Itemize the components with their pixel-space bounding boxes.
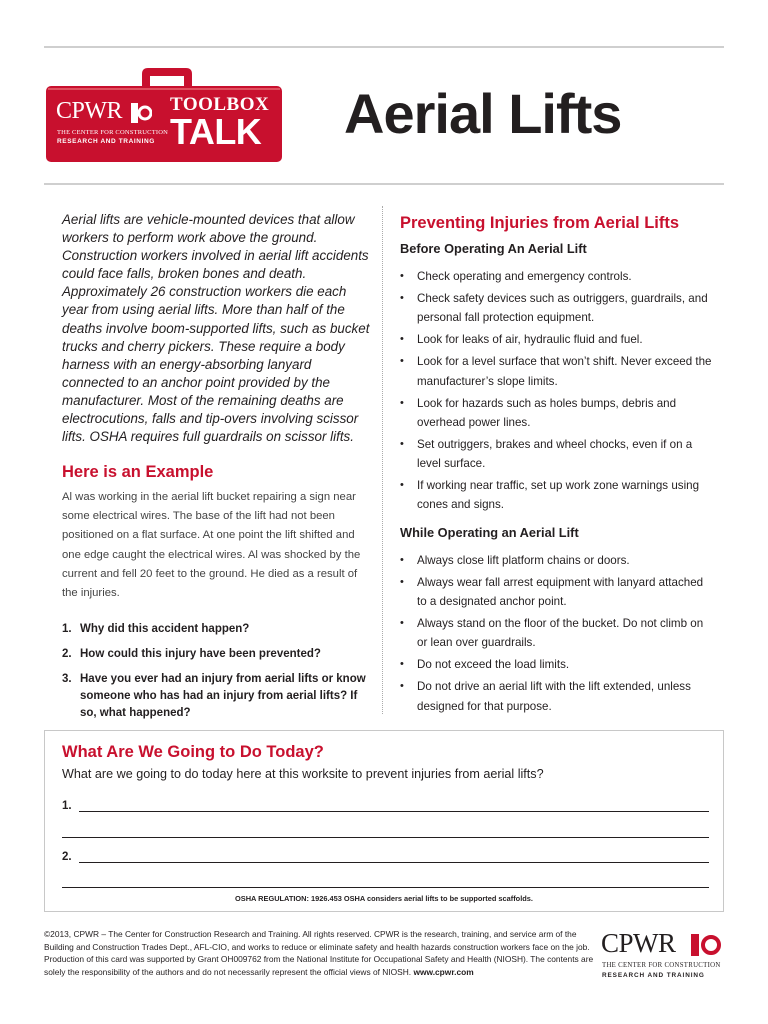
- bullet-icon: •: [400, 355, 404, 368]
- column-divider: [382, 206, 383, 714]
- question-item: 1. Why did this accident happen?: [62, 622, 250, 635]
- list-item: • Always stand on the floor of the bucket. Do not climb on or lean over guardrails.: [400, 614, 712, 653]
- toolbox-talk-logo: [46, 66, 282, 162]
- bullet-icon: •: [400, 680, 404, 693]
- header-rule: [44, 183, 724, 185]
- example-heading: Here is an Example: [62, 463, 214, 482]
- answer-label-1: 1.: [62, 800, 72, 812]
- logo-toolbox-word: TOOLBOX: [170, 94, 270, 115]
- logo-subtitle-2: RESEARCH AND TRAINING: [57, 138, 155, 145]
- list-item: • Check safety devices such as outriggers, guardrails, and personal fall protection equipment.: [400, 289, 712, 328]
- bullet-icon: •: [400, 616, 404, 629]
- answer-label-2: 2.: [62, 851, 72, 863]
- list-item: • Always close lift platform chains or doors.: [400, 551, 712, 570]
- list-item: • Set outriggers, brakes and wheel chocks, even if on a level surface.: [400, 435, 712, 474]
- left-column: [62, 211, 374, 730]
- osha-regulation-note: OSHA REGULATION: 1926.453 OSHA considers aerial lifts to be supported scaffolds.: [235, 894, 533, 903]
- while-heading: While Operating an Aerial Lift: [400, 524, 579, 540]
- list-item: • Look for hazards such as holes bumps, debris and overhead power lines.: [400, 394, 712, 433]
- bullet-icon: •: [400, 658, 404, 671]
- answer-line-2b[interactable]: [62, 887, 709, 888]
- logo-brand: CPWR: [56, 98, 123, 124]
- answer-line-1[interactable]: [79, 811, 709, 812]
- list-item: • Look for a level surface that won’t shift. Never exceed the manufacturer’s slope limits.: [400, 352, 712, 391]
- answer-line-1b[interactable]: [62, 837, 709, 838]
- list-item: • If working near traffic, set up work zone warnings using cones and signs.: [400, 476, 712, 515]
- discussion-questions: [62, 621, 374, 722]
- bullet-icon: •: [400, 333, 404, 346]
- question-item: 3. Have you ever had an injury from aerial lifts or know someone who has had an injury from aerial lifts? If so, what happened?: [62, 672, 366, 719]
- before-heading: Before Operating An Aerial Lift: [400, 241, 587, 256]
- list-item: • Always wear fall arrest equipment with lanyard attached to a designated anchor point.: [400, 573, 712, 612]
- footer-logo-subtitle-2: RESEARCH AND TRAINING: [602, 972, 705, 979]
- today-box: [44, 730, 724, 912]
- while-list: [400, 551, 712, 716]
- top-rule: [44, 46, 724, 48]
- intro-paragraph: Aerial lifts are vehicle-mounted devices that allow workers to perform work above the ground. Construction workers involved in aerial lift accidents could face falls, broken bones and death. Approximately 26 construction workers die each year from using aerial lifts. More than half of the deaths involve boom-supported lifts, such as bucket trucks and cherry pickers. These require a body harness with an energy-absorbing lanyard connected to an anchor point provided by the manufacturer. Most of the remaining deaths are electrocutions, falls and tip-overs involving scissor lifts. OSHA requires full guardrails on scissor lifts.: [62, 212, 370, 445]
- bullet-icon: •: [400, 270, 404, 282]
- today-heading: What Are We Going to Do Today?: [62, 743, 324, 761]
- answer-line-2[interactable]: [79, 862, 709, 863]
- list-item: • Do not drive an aerial lift with the lift extended, unless designed for that purpose.: [400, 677, 712, 716]
- bullet-icon: •: [400, 291, 404, 304]
- example-paragraph: Al was working in the aerial lift bucket repairing a sign near some electrical wires. The base of the lift had not been positioned on a flat surface. At one point the lift shifted and one edge caught the electrical wires. Al was shocked by the current and fell 20 feet to the ground. He died as a result of the injuries.: [62, 491, 361, 599]
- footer-url[interactable]: www.cpwr.com: [413, 966, 474, 977]
- bullet-icon: •: [400, 479, 404, 492]
- bullet-icon: •: [400, 553, 404, 566]
- bullet-icon: •: [400, 575, 404, 588]
- today-question: What are we going to do today here at this worksite to prevent injuries from aerial lifts?: [62, 767, 544, 781]
- logo-subtitle-1: THE CENTER FOR CONSTRUCTION: [57, 129, 169, 136]
- logo-mark-icon: [130, 102, 152, 124]
- footer-copyright: ©2013, CPWR – The Center for Construction Research and Training. All rights reserved. CPWR is the research, training, and service arm of the Building and Construction Trades Dept., AFL-CIO, and works to reduce or eliminate safety and health hazards construction workers face on the job. Production of this card was supported by Grant OH009762 from the National Institute for Occupational Safety and Health (NIOSH). The contents are solely the responsibility of the authors and do not necessarily represent the official views of NIOSH. www.cpwr.com: [44, 929, 594, 977]
- list-item: • Check operating and emergency controls.: [400, 267, 712, 286]
- footer-logo-subtitle-1: THE CENTER FOR CONSTRUCTION: [602, 962, 721, 969]
- bullet-icon: •: [400, 396, 404, 409]
- bullet-icon: •: [400, 437, 404, 450]
- logo-talk-word: TALK: [170, 111, 262, 152]
- before-list: [400, 267, 712, 515]
- footer-logo: [601, 928, 725, 984]
- right-column: [400, 213, 712, 719]
- footer-logo-brand: CPWR: [601, 928, 676, 958]
- page-title: Aerial Lifts: [344, 82, 622, 145]
- question-item: 2. How could this injury have been prevented?: [62, 647, 321, 660]
- preventing-heading: Preventing Injuries from Aerial Lifts: [400, 214, 680, 232]
- list-item: • Look for leaks of air, hydraulic fluid and fuel.: [400, 330, 712, 349]
- list-item: • Do not exceed the load limits.: [400, 655, 712, 674]
- footer-logo-mark-icon: [689, 932, 723, 958]
